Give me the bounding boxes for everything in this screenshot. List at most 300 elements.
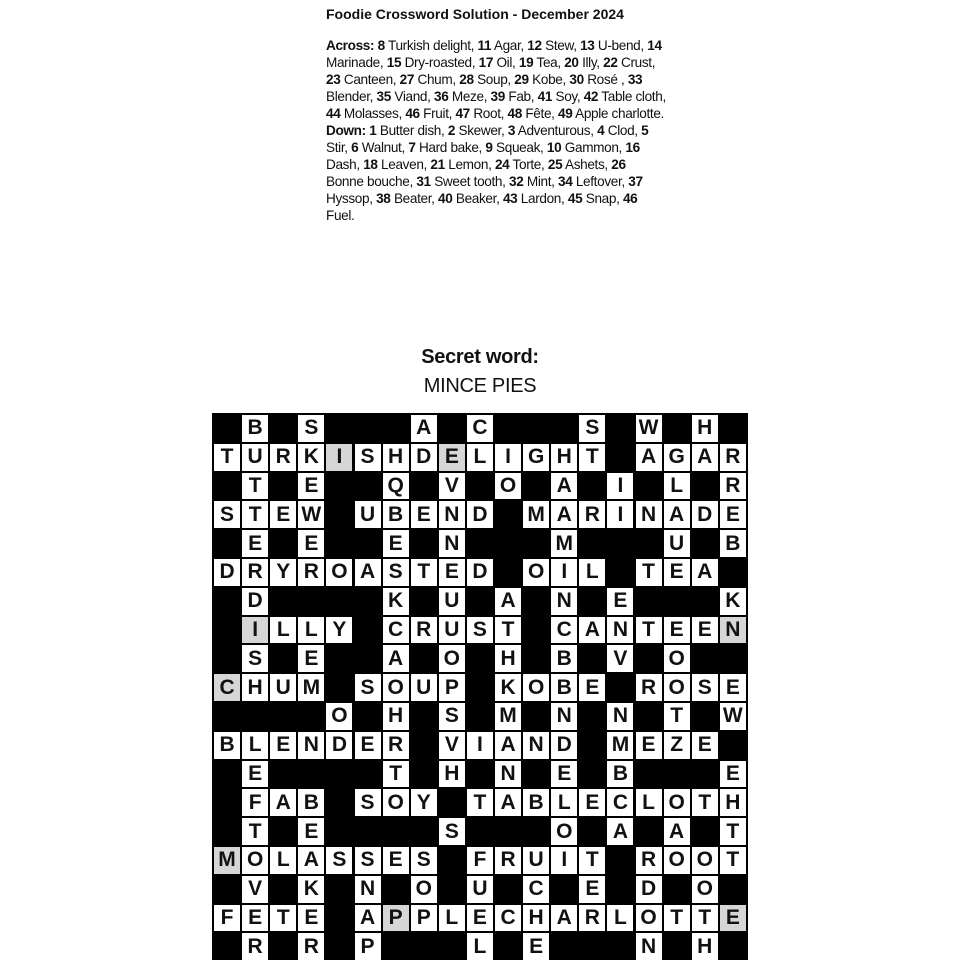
grid-cell: K bbox=[720, 588, 746, 615]
clue-answer: Squeak, bbox=[492, 140, 547, 155]
grid-cell: R bbox=[579, 905, 605, 932]
grid-cell: O bbox=[439, 645, 465, 672]
clue-answer: Snap, bbox=[582, 191, 623, 206]
clue-number: 38 bbox=[376, 191, 391, 206]
grid-cell: R bbox=[242, 933, 268, 960]
grid-cell: K bbox=[495, 674, 521, 701]
down-clue bbox=[568, 191, 623, 206]
grid-cell: R bbox=[636, 674, 662, 701]
grid-cell: N bbox=[355, 876, 381, 903]
grid-cell: K bbox=[298, 876, 324, 903]
clue-number: 45 bbox=[567, 191, 583, 206]
grid-cell: W bbox=[720, 703, 746, 730]
grid-cell: R bbox=[383, 732, 409, 759]
clue-number: 33 bbox=[627, 72, 643, 87]
grid-cell: D bbox=[326, 732, 352, 759]
grid-cell: E bbox=[298, 473, 324, 500]
grid-cell: E bbox=[636, 732, 662, 759]
clue-answer: Dry-roasted, bbox=[401, 55, 479, 70]
clue-number: 32 bbox=[509, 174, 524, 189]
clue-answer: Rosé , bbox=[583, 72, 628, 87]
grid-cell: E bbox=[579, 674, 605, 701]
clue-number: 19 bbox=[518, 55, 534, 70]
clue-number: 47 bbox=[455, 106, 470, 121]
grid-cell: F bbox=[214, 905, 240, 932]
clue-number: 48 bbox=[507, 106, 522, 121]
clue-answer: Adventurous, bbox=[515, 123, 598, 138]
grid-cell: T bbox=[636, 617, 662, 644]
across-clue bbox=[569, 72, 627, 87]
grid-cell: C bbox=[383, 617, 409, 644]
across-clue bbox=[491, 89, 538, 104]
grid-cell: H bbox=[495, 645, 521, 672]
grid-cell: M bbox=[495, 703, 521, 730]
grid-cell: C bbox=[607, 789, 633, 816]
grid-cell: C bbox=[523, 876, 549, 903]
grid-cell: T bbox=[579, 444, 605, 471]
across-clue bbox=[387, 55, 479, 70]
grid-cell: B bbox=[551, 674, 577, 701]
grid-cell: E bbox=[298, 905, 324, 932]
grid-cell: E bbox=[298, 818, 324, 845]
down-clue bbox=[351, 140, 408, 155]
grid-cell: K bbox=[298, 444, 324, 471]
clue-answer: Crust, bbox=[617, 55, 656, 70]
grid-cell: T bbox=[495, 617, 521, 644]
clue-answer: Lardon, bbox=[517, 191, 568, 206]
grid-cell: O bbox=[692, 847, 718, 874]
down-clue bbox=[363, 157, 430, 172]
grid-cell: E bbox=[664, 559, 690, 586]
grid-cell: I bbox=[551, 559, 577, 586]
clue-number: 49 bbox=[558, 106, 573, 121]
grid-cell: T bbox=[411, 559, 437, 586]
clue-number: 46 bbox=[405, 106, 420, 121]
grid-cell: S bbox=[579, 415, 605, 442]
grid-cell: F bbox=[467, 847, 493, 874]
down-label: Down: bbox=[326, 123, 366, 138]
grid-cell: N bbox=[551, 703, 577, 730]
down-clue bbox=[369, 123, 448, 138]
grid-cell: L bbox=[607, 905, 633, 932]
grid-cell: N bbox=[551, 588, 577, 615]
grid-cell: B bbox=[298, 789, 324, 816]
clue-number: 42 bbox=[583, 89, 599, 104]
across-clue bbox=[558, 106, 664, 121]
clue-answer: Table cloth, bbox=[598, 89, 666, 104]
grid-cell: I bbox=[607, 501, 633, 528]
grid-cell: N bbox=[636, 501, 662, 528]
grid-cell: W bbox=[298, 501, 324, 528]
secret-word-label: Secret word: bbox=[421, 346, 539, 368]
clue-number: 8 bbox=[377, 38, 385, 53]
across-clue bbox=[478, 38, 528, 53]
grid-cell: O bbox=[664, 674, 690, 701]
across-clue bbox=[459, 72, 514, 87]
clue-number: 1 bbox=[369, 123, 377, 138]
grid-cell: T bbox=[636, 559, 662, 586]
down-clue bbox=[438, 191, 503, 206]
grid-cell: A bbox=[664, 818, 690, 845]
clue-answer: Butter dish, bbox=[376, 123, 448, 138]
clue-answer: Kobe, bbox=[528, 72, 570, 87]
across-clue bbox=[508, 106, 559, 121]
down-clue bbox=[548, 157, 611, 172]
grid-cell: A bbox=[551, 473, 577, 500]
clue-number: 24 bbox=[494, 157, 510, 172]
down-clue bbox=[408, 140, 485, 155]
grid-cell: W bbox=[636, 415, 662, 442]
grid-cell: U bbox=[242, 444, 268, 471]
clue-answer: Ashets, bbox=[562, 157, 612, 172]
grid-cell: A bbox=[551, 501, 577, 528]
clue-answer: Stew, bbox=[541, 38, 581, 53]
clue-answer: U-bend, bbox=[594, 38, 648, 53]
grid-cell: T bbox=[692, 789, 718, 816]
clue-number: 3 bbox=[507, 123, 516, 138]
clue-number: 37 bbox=[628, 174, 643, 189]
grid-cell: L bbox=[467, 933, 493, 960]
clue-answer: Soy, bbox=[552, 89, 584, 104]
grid-cell: R bbox=[579, 501, 605, 528]
clue-answer: Meze, bbox=[448, 89, 491, 104]
clue-number: 18 bbox=[363, 157, 378, 172]
grid-cell: A bbox=[692, 559, 718, 586]
grid-cell: B bbox=[383, 501, 409, 528]
grid-cell: D bbox=[551, 732, 577, 759]
grid-cell: I bbox=[467, 732, 493, 759]
clue-number: 12 bbox=[527, 38, 542, 53]
down-clue bbox=[547, 140, 626, 155]
grid-cell: O bbox=[664, 789, 690, 816]
grid-cell: E bbox=[720, 674, 746, 701]
clue-answer: Molasses, bbox=[340, 106, 406, 121]
down-clue bbox=[508, 123, 597, 138]
grid-cell: R bbox=[298, 559, 324, 586]
clue-answer: Root, bbox=[469, 106, 508, 121]
grid-cell: E bbox=[411, 501, 437, 528]
grid-cell: O bbox=[383, 674, 409, 701]
grid-cell: H bbox=[551, 444, 577, 471]
clue-number: 29 bbox=[514, 72, 529, 87]
down-clue bbox=[509, 174, 558, 189]
grid-cell: T bbox=[242, 501, 268, 528]
grid-cell: M bbox=[551, 530, 577, 557]
clue-number: 21 bbox=[430, 157, 445, 172]
down-clue bbox=[558, 174, 628, 189]
grid-cell: N bbox=[607, 703, 633, 730]
grid-cell: D bbox=[692, 501, 718, 528]
grid-cell: A bbox=[383, 645, 409, 672]
grid-cell: L bbox=[467, 444, 493, 471]
grid-cell: D bbox=[242, 588, 268, 615]
grid-cell: S bbox=[355, 674, 381, 701]
grid-cell: Z bbox=[664, 732, 690, 759]
grid-cell: E bbox=[467, 905, 493, 932]
grid-cell: S bbox=[467, 617, 493, 644]
grid-cell: S bbox=[214, 501, 240, 528]
grid-cell: O bbox=[636, 905, 662, 932]
across-clue bbox=[584, 89, 666, 104]
grid-cell: N bbox=[720, 617, 746, 644]
grid-cell: M bbox=[298, 674, 324, 701]
grid-cell: R bbox=[270, 444, 296, 471]
grid-cell: N bbox=[523, 732, 549, 759]
clue-number: 13 bbox=[580, 38, 595, 53]
grid-cell: C bbox=[495, 905, 521, 932]
grid-cell: E bbox=[720, 501, 746, 528]
grid-cell: S bbox=[411, 847, 437, 874]
clue-answer: Oil, bbox=[493, 55, 519, 70]
clue-answer: Beaker, bbox=[452, 191, 503, 206]
grid-cell: E bbox=[551, 761, 577, 788]
across-clue bbox=[405, 106, 455, 121]
grid-cell: I bbox=[607, 473, 633, 500]
clue-answer: Walnut, bbox=[358, 140, 409, 155]
clue-answer: Canteen, bbox=[340, 72, 400, 87]
across-clue bbox=[519, 55, 564, 70]
clue-number: 40 bbox=[438, 191, 453, 206]
grid-cell: S bbox=[242, 645, 268, 672]
grid-cell: L bbox=[270, 617, 296, 644]
grid-cell: O bbox=[664, 645, 690, 672]
grid-cell: V bbox=[439, 473, 465, 500]
clue-number: 2 bbox=[447, 123, 456, 138]
grid-cell: T bbox=[692, 905, 718, 932]
grid-cell: V bbox=[607, 645, 633, 672]
grid-cell: L bbox=[270, 847, 296, 874]
grid-cell: M bbox=[523, 501, 549, 528]
grid-cell: B bbox=[720, 530, 746, 557]
grid-cell: T bbox=[664, 703, 690, 730]
grid-cell: I bbox=[326, 444, 352, 471]
grid-cell: L bbox=[636, 789, 662, 816]
grid-cell: E bbox=[579, 789, 605, 816]
grid-cell: H bbox=[383, 703, 409, 730]
clue-answer: Sweet tooth, bbox=[430, 174, 509, 189]
grid-cell: E bbox=[270, 732, 296, 759]
clue-answer: Turkish delight, bbox=[384, 38, 478, 53]
grid-cell: M bbox=[214, 847, 240, 874]
grid-cell: S bbox=[298, 415, 324, 442]
across-clue bbox=[479, 55, 519, 70]
grid-cell: U bbox=[439, 617, 465, 644]
grid-cell: U bbox=[523, 847, 549, 874]
grid-cell: A bbox=[411, 415, 437, 442]
across-clue bbox=[580, 38, 647, 53]
clue-number: 35 bbox=[376, 89, 391, 104]
grid-cell: N bbox=[298, 732, 324, 759]
grid-cell: D bbox=[411, 444, 437, 471]
grid-cell: O bbox=[495, 473, 521, 500]
grid-cell: P bbox=[355, 933, 381, 960]
grid-cell: S bbox=[355, 444, 381, 471]
across-clue bbox=[326, 72, 400, 87]
grid-cell: T bbox=[720, 818, 746, 845]
grid-cell: E bbox=[439, 559, 465, 586]
clue-number: 9 bbox=[485, 140, 493, 155]
across-clue bbox=[400, 72, 460, 87]
grid-cell: T bbox=[579, 847, 605, 874]
grid-cell: E bbox=[664, 617, 690, 644]
clue-answer: Clod, bbox=[604, 123, 642, 138]
grid-cell: U bbox=[270, 674, 296, 701]
grid-cell: O bbox=[383, 789, 409, 816]
grid-cell: U bbox=[411, 674, 437, 701]
grid-cell: U bbox=[664, 530, 690, 557]
grid-cell: E bbox=[298, 530, 324, 557]
grid-cell: Y bbox=[411, 789, 437, 816]
clue-number: 44 bbox=[326, 106, 341, 121]
grid-cell: E bbox=[242, 761, 268, 788]
grid-cell: P bbox=[383, 905, 409, 932]
grid-cell: O bbox=[664, 847, 690, 874]
clue-answer: Fête, bbox=[521, 106, 559, 121]
grid-cell: V bbox=[242, 876, 268, 903]
grid-cell: R bbox=[411, 617, 437, 644]
grid-cell: R bbox=[636, 847, 662, 874]
grid-cell: R bbox=[720, 444, 746, 471]
grid-cell: Y bbox=[326, 617, 352, 644]
grid-cell: P bbox=[439, 674, 465, 701]
grid-cell: N bbox=[495, 761, 521, 788]
grid-cell: O bbox=[523, 674, 549, 701]
grid-cell: O bbox=[523, 559, 549, 586]
grid-cell: E bbox=[692, 617, 718, 644]
grid-cell: C bbox=[214, 674, 240, 701]
grid-cell: D bbox=[467, 501, 493, 528]
down-clue bbox=[597, 123, 641, 138]
grid-cell: G bbox=[664, 444, 690, 471]
across-clue bbox=[326, 106, 405, 121]
grid-cell: N bbox=[636, 933, 662, 960]
grid-cell: R bbox=[720, 473, 746, 500]
across-clue bbox=[564, 55, 603, 70]
clue-number: 39 bbox=[490, 89, 505, 104]
grid-cell: T bbox=[214, 444, 240, 471]
across-clue bbox=[603, 55, 655, 70]
clue-number: 34 bbox=[557, 174, 573, 189]
clue-answer: Viand, bbox=[390, 89, 434, 104]
grid-cell: H bbox=[692, 933, 718, 960]
grid-cell: S bbox=[692, 674, 718, 701]
grid-cell: A bbox=[495, 732, 521, 759]
clue-number: 14 bbox=[647, 38, 662, 53]
clue-number: 4 bbox=[597, 123, 605, 138]
across-clue bbox=[434, 89, 491, 104]
grid-cell: O bbox=[692, 876, 718, 903]
clue-answer: Torte, bbox=[509, 157, 548, 172]
grid-cell: I bbox=[495, 444, 521, 471]
grid-cell: E bbox=[383, 530, 409, 557]
clue-answer: Marinade, bbox=[326, 55, 387, 70]
grid-cell: C bbox=[467, 415, 493, 442]
grid-cell: B bbox=[523, 789, 549, 816]
grid-cell: O bbox=[411, 876, 437, 903]
clue-number: 25 bbox=[547, 157, 563, 172]
grid-cell: T bbox=[383, 761, 409, 788]
grid-cell: R bbox=[242, 559, 268, 586]
grid-cell: U bbox=[355, 501, 381, 528]
clue-number: 7 bbox=[408, 140, 416, 155]
grid-cell: G bbox=[523, 444, 549, 471]
grid-cell: K bbox=[383, 588, 409, 615]
clue-answer: Bonne bouche, bbox=[326, 174, 417, 189]
grid-cell: D bbox=[636, 876, 662, 903]
clue-number: 26 bbox=[611, 157, 626, 172]
grid-cell: B bbox=[214, 732, 240, 759]
grid-cell: E bbox=[242, 530, 268, 557]
grid-cell: T bbox=[242, 818, 268, 845]
grid-cell: R bbox=[298, 933, 324, 960]
grid-cell: E bbox=[439, 444, 465, 471]
grid-cell: A bbox=[355, 559, 381, 586]
clue-answer: Gammon, bbox=[561, 140, 626, 155]
grid-cell: I bbox=[551, 847, 577, 874]
grid-cell: L bbox=[439, 905, 465, 932]
down-clue bbox=[376, 191, 438, 206]
across-clue bbox=[377, 89, 434, 104]
across-clue bbox=[455, 106, 507, 121]
grid-cell: S bbox=[439, 703, 465, 730]
clue-answer: Chum, bbox=[414, 72, 460, 87]
grid-cell: Q bbox=[383, 473, 409, 500]
clue-number: 17 bbox=[478, 55, 494, 70]
clue-number: 11 bbox=[477, 38, 492, 53]
grid-cell: H bbox=[692, 415, 718, 442]
grid-cell: H bbox=[720, 789, 746, 816]
clue-answer: Skewer, bbox=[455, 123, 508, 138]
grid-cell: A bbox=[551, 905, 577, 932]
grid-cell: E bbox=[298, 645, 324, 672]
down-clue bbox=[416, 174, 509, 189]
grid-cell: H bbox=[439, 761, 465, 788]
grid-cell: T bbox=[720, 847, 746, 874]
clue-answer: Illy, bbox=[578, 55, 604, 70]
grid-cell: B bbox=[607, 761, 633, 788]
grid-cell: A bbox=[692, 444, 718, 471]
clue-answer: Dash, bbox=[326, 157, 364, 172]
grid-cell: M bbox=[607, 732, 633, 759]
grid-cell: Y bbox=[270, 559, 296, 586]
grid-cell: R bbox=[495, 847, 521, 874]
across-label: Across: bbox=[326, 38, 375, 53]
clue-answer: Hard bake, bbox=[415, 140, 486, 155]
grid-cell: U bbox=[467, 876, 493, 903]
grid-cell: U bbox=[439, 588, 465, 615]
grid-cell: E bbox=[383, 847, 409, 874]
grid-cell: L bbox=[579, 559, 605, 586]
grid-cell: A bbox=[270, 789, 296, 816]
grid-cell: V bbox=[439, 732, 465, 759]
crossword-grid bbox=[212, 413, 748, 960]
clue-number: 22 bbox=[603, 55, 618, 70]
clue-answer: Mint, bbox=[523, 174, 558, 189]
grid-cell: T bbox=[467, 789, 493, 816]
grid-cell: L bbox=[242, 732, 268, 759]
grid-cell: H bbox=[523, 905, 549, 932]
grid-cell: E bbox=[720, 905, 746, 932]
grid-cell: O bbox=[551, 818, 577, 845]
grid-cell: L bbox=[551, 789, 577, 816]
grid-cell: E bbox=[579, 876, 605, 903]
clue-answer: Tea, bbox=[533, 55, 565, 70]
grid-cell: A bbox=[495, 588, 521, 615]
grid-cell: N bbox=[607, 617, 633, 644]
grid-cell: I bbox=[242, 617, 268, 644]
grid-cell: P bbox=[411, 905, 437, 932]
grid-cell: E bbox=[607, 588, 633, 615]
